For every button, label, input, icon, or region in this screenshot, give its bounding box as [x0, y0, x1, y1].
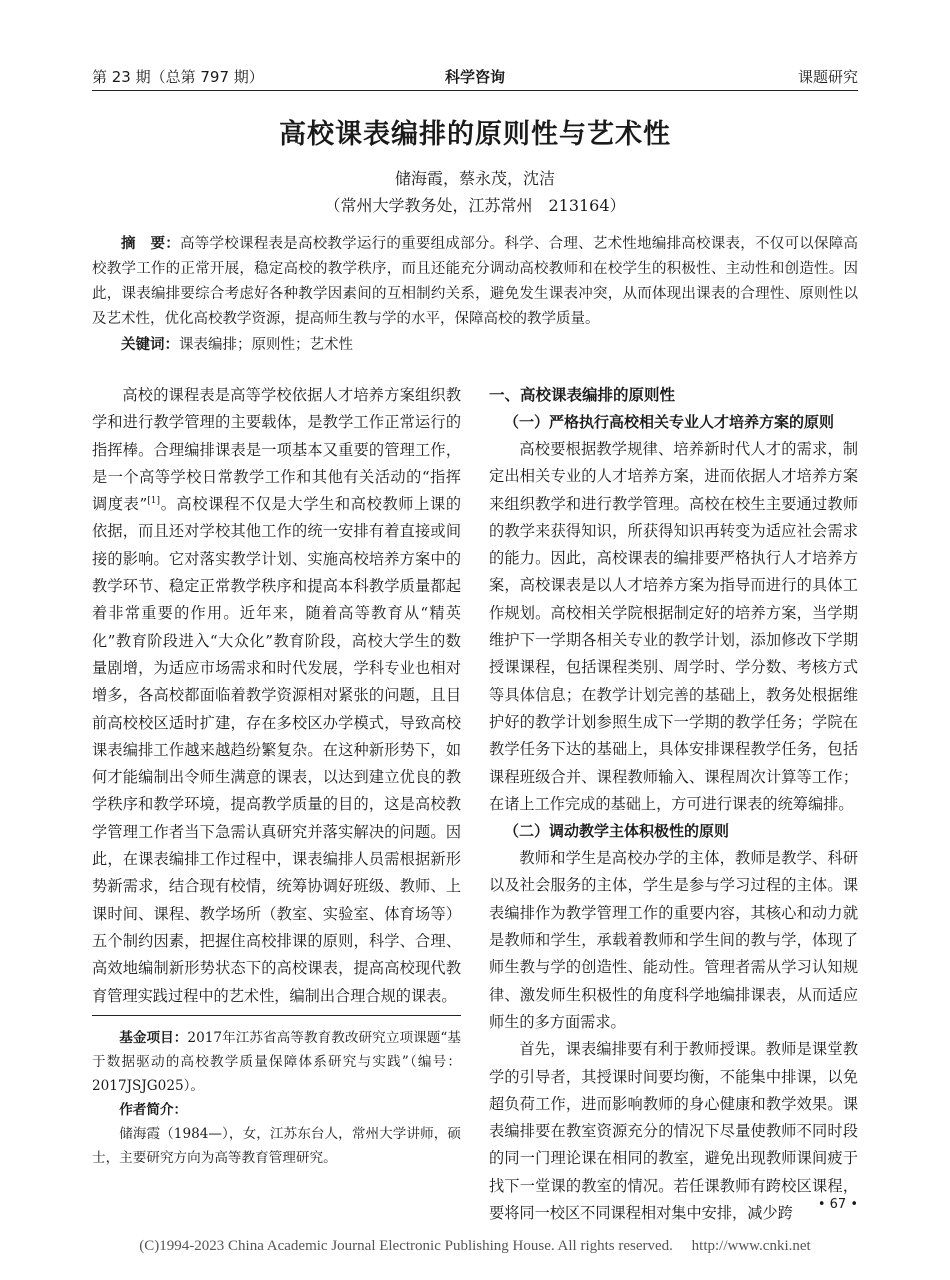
right-column: [489, 382, 858, 1227]
subsection-2-paragraph-2: 首先，课表编排要有利于教师授课。教师是课堂教学的引导者，其授课时间要均衡，不能集中排课，以免超负荷工作，进而影响教师的身心健康和教学效果。课表编排要在教室资源充分的情况下尽量使教师不同时段的同一门理论课在相同的教室，避免出现教师课间疲于找下一堂课的教室的情况。若任课教师有跨校区课程，要将同一校区不同课程相对集中安排，减少跨: [489, 1040, 858, 1223]
author-list: 储海霞，蔡永茂，沈洁: [394, 169, 555, 188]
funding-text: 2017年江苏省高等教育教改研究立项课题“基于数据驱动的高校教学质量保障体系研究与实践”（编号：2017JSJG025）。: [92, 1030, 462, 1094]
subsection-1-paragraph: 高校要根据教学规律、培养新时代人才的需求，制定出相关专业的人才培养方案，进而依据人才培养方案来组织教学和进行教学管理。高校在校生主要通过教师的教学来获得知识，所获得知识再转变为适应社会需求的能力。因此，高校课表的编排要严格执行人才培养方案，高校课表是以人才培养方案为指导而进行的具体工作规划。高校相关学院根据制定好的培养方案，当学期维护下一学期各相关专业的教学计划，添加修改下学期授课课程，包括课程类别、周学时、学分数、考核方式等具体信息；在教学计划完善的基础上，教务处根据维护好的教学计划参照生成下一学期的教学任务；学院在教学任务下达的基础上，具体安排课程教学任务，包括课程班级合并、课程教师输入、课程周次计算等工作；在诸上工作完成的基础上，方可进行课表的统筹编排。: [489, 440, 858, 813]
keywords-text: 课表编排；原则性；艺术性: [179, 337, 353, 353]
subsection-heading-2: （二）调动教学主体积极性的原则: [504, 822, 730, 841]
left-column: [92, 382, 461, 1010]
footnote-divider: [92, 1015, 461, 1016]
section-heading-1: 一、高校课表编排的原则性: [489, 386, 676, 404]
intro-text-part1: 高校的课程表是高等学校依据人才培养方案组织教学和进行教学管理的主要载体，是教学工作正常运行的指挥棒。合理编排课表是一项基本又重要的管理工作，是一个高等学校日常教学工作和其他有关活动的“指挥调度表”: [92, 386, 461, 514]
keywords: [92, 333, 858, 358]
running-header: [92, 62, 858, 88]
article-title: 高校课表编排的原则性与艺术性: [279, 119, 671, 150]
subsection-heading-1: （一）严格执行高校相关专业人才培养方案的原则: [504, 413, 835, 431]
abstract: [92, 232, 858, 332]
issue-label: 第 23 期（总第 797 期）: [92, 68, 264, 86]
keywords-label: 关键词：: [121, 337, 179, 353]
footnote-block: [92, 1026, 461, 1170]
abstract-text: 高等学校课程表是高校教学运行的重要组成部分。科学、合理、艺术性地编排高校课表，不仅可以保障高校教学工作的正常开展，稳定高校的教学秩序，而且还能充分调动高校教师和在校学生的积极性、主动性和创造性。因此，课表编排要综合考虑好各种教学因素间的互相制约关系，避免发生课表冲突，从而体现出课表的合理性、原则性以及艺术性，优化高校教学资源，提高师生教与学的水平，保障高校的教学质量。: [92, 236, 859, 327]
header-divider: [92, 90, 858, 91]
author-affiliation: （常州大学教务处，江苏常州 213164）: [324, 196, 626, 215]
section-label: 课题研究: [797, 68, 858, 86]
subsection-2-paragraph-1: 教师和学生是高校办学的主体，教师是教学、科研以及社会服务的主体，学生是参与学习过程的主体。课表编排作为教学管理工作的重要内容，其核心和动力就是教师和学生，承载着教师和学生间的教与学，体现了师生教与学的创造性、能动性。管理者需从学习认知规律、激发师生积极性的角度科学地编排课表，从而适应师生的多方面需求。: [489, 849, 858, 1031]
author-bio: 储海霞（1984—），女，江苏东台人，常州大学讲师，硕士，主要研究方向为高等教育管理研究。: [92, 1126, 461, 1166]
author-bio-label: 作者简介：: [119, 1102, 188, 1118]
copyright-notice: (C)1994-2023 China Academic Journal Electronic Publishing House. All rights reserved. http://www.cnki.net: [139, 1238, 811, 1254]
author-bio-heading: [92, 1098, 461, 1122]
funding-label: 基金项目：: [119, 1030, 188, 1046]
abstract-label: 摘 要：: [121, 236, 180, 252]
intro-text-part2: 。高校课程不仅是大学生和高校教师上课的依据，而且还对学校其他工作的统一安排有着直接或间接的影响。它对落实教学计划、实施高校培养方案中的教学环节、稳定正常教学秩序和提高本科教学质量都起着非常重要的作用。近年来，随着高等教育从“精英化”教育阶段进入“大众化”教育阶段，高校大学生的数量剧增，为适应市场需求和时代发展，学科专业也相对增多，各高校都面临着教学资源相对紧张的问题，且目前高校校区适时扩建，存在多校区办学模式，导致高校课表编排工作越来越趋纷繁复杂。在这种新形势下，如何才能编制出令师生满意的课表，以达到建立优良的教学秩序和教学环境，提高教学质量的目的，这是高校教学管理工作者当下急需认真研究并落实解决的问题。因此，在课表编排工作过程中，课表编排人员需根据新形势新需求，结合现有校情，统筹协调好班级、教师、上课时间、课程、教学场所（教室、实验室、体育场等）五个制约因素，把握住高校排课的原则，科学、合理、高效地编制新形势状态下的高校课表，提高高校现代教育管理实践过程中的艺术性，编制出合理合规的课表。: [92, 495, 462, 1005]
journal-name: 科学咨询: [444, 68, 505, 86]
intro-paragraph: [92, 382, 461, 1010]
citation-ref[interactable]: [1]: [147, 496, 161, 507]
funding-note: [92, 1026, 461, 1098]
page-number: • 67 •: [817, 1197, 858, 1212]
